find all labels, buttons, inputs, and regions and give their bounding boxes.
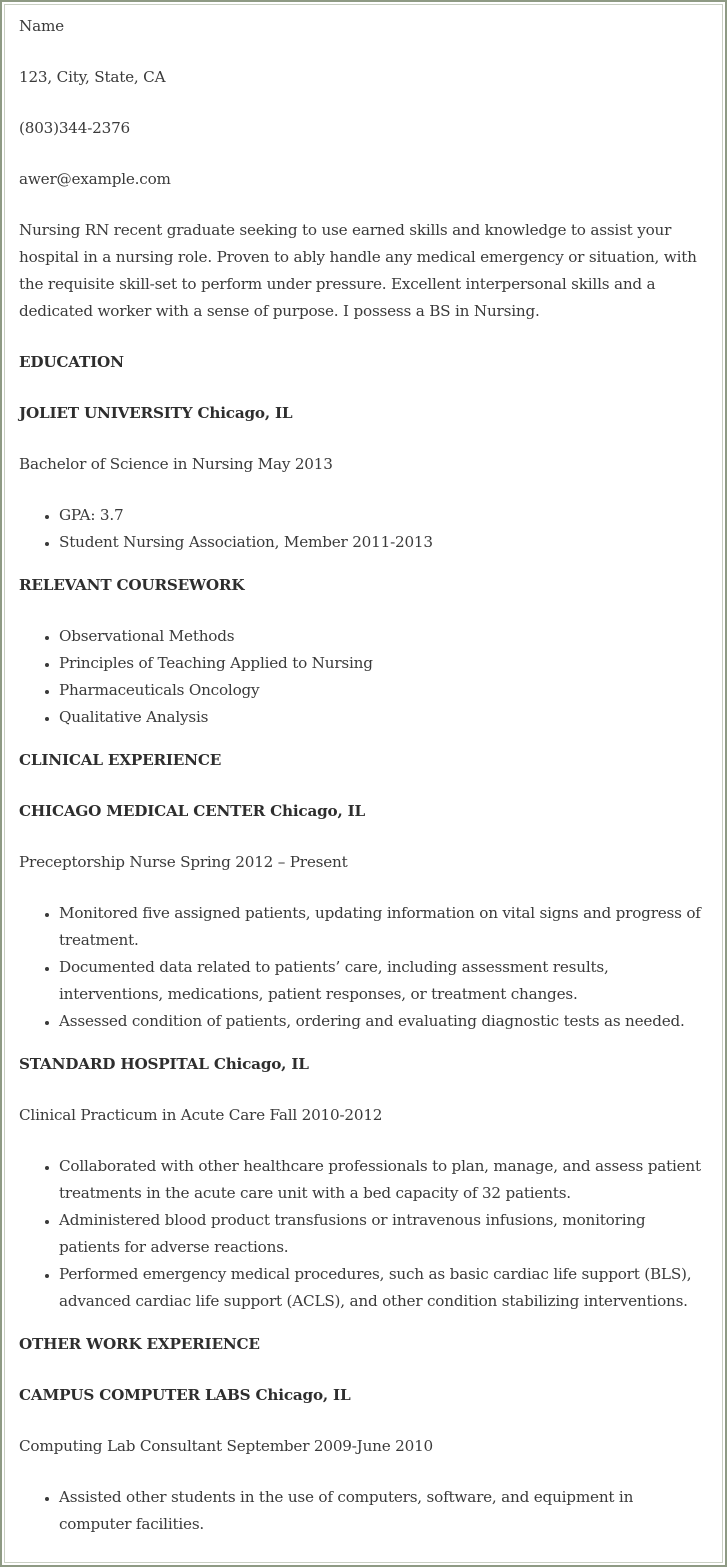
clinical-role: Preceptorship Nurse Spring 2012 – Present (19, 853, 348, 871)
contact-name: Name (19, 17, 64, 35)
other-work-employer: CAMPUS COMPUTER LABS Chicago, IL (19, 1386, 351, 1404)
education-degree: Bachelor of Science in Nursing May 2013 (19, 455, 333, 473)
education-heading: EDUCATION (19, 353, 124, 371)
list-item: • Collaborated with other healthcare professionals to plan, manage, and assess patient treatments in the acute care unit with a bed capacity of 32 patients. (59, 1153, 709, 1207)
other-work-heading: OTHER WORK EXPERIENCE (19, 1335, 260, 1353)
list-item: • GPA: 3.7 (59, 502, 709, 529)
clinical-role: Clinical Practicum in Acute Care Fall 2010-2012 (19, 1106, 383, 1124)
resume-content (19, 13, 709, 1554)
list-item: • Assessed condition of patients, ordering and evaluating diagnostic tests as needed. (59, 1008, 709, 1035)
contact-phone: (803)344-2376 (19, 119, 131, 137)
clinical-bullets (19, 1153, 709, 1315)
list-item: • Student Nursing Association, Member 2011-2013 (59, 529, 709, 556)
clinical-heading: CLINICAL EXPERIENCE (19, 751, 222, 769)
education-school: JOLIET UNIVERSITY Chicago, IL (19, 404, 293, 422)
list-item: • Monitored five assigned patients, updating information on vital signs and progress of treatment. (59, 900, 709, 954)
other-work-role: Computing Lab Consultant September 2009-June 2010 (19, 1437, 434, 1455)
other-work-bullets (19, 1484, 709, 1538)
clinical-employer: STANDARD HOSPITAL Chicago, IL (19, 1055, 309, 1073)
list-item: • Performed emergency medical procedures, such as basic cardiac life support (BLS), advanced cardiac life support (ACLS), and other condition stabilizing interventions. (59, 1261, 709, 1315)
list-item: • Administered blood product transfusions or intravenous infusions, monitoring patients for adverse reactions. (59, 1207, 709, 1261)
contact-email: awer@example.com (19, 170, 171, 188)
list-item: • Qualitative Analysis (59, 704, 709, 731)
education-list (19, 502, 709, 556)
list-item: • Principles of Teaching Applied to Nursing (59, 650, 709, 677)
clinical-employer: CHICAGO MEDICAL CENTER Chicago, IL (19, 802, 366, 820)
summary-paragraph: Nursing RN recent graduate seeking to use earned skills and knowledge to assist your hospital in a nursing role. Proven to ably handle any medical emergency or situation, with the requisite skill-set to perform under pressure. Excellent interpersonal skills and a dedicated worker with a sense of purpose. I possess a BS in Nursing. (19, 221, 697, 320)
list-item: • Observational Methods (59, 623, 709, 650)
contact-address: 123, City, State, CA (19, 68, 166, 86)
list-item: • Pharmaceuticals Oncology (59, 677, 709, 704)
list-item: • Documented data related to patients’ care, including assessment results, interventions, medications, patient responses, or treatment changes. (59, 954, 709, 1008)
coursework-list (19, 623, 709, 731)
list-item: • Assisted other students in the use of computers, software, and equipment in computer facilities. (59, 1484, 709, 1538)
coursework-heading: RELEVANT COURSEWORK (19, 576, 245, 594)
clinical-bullets (19, 900, 709, 1035)
